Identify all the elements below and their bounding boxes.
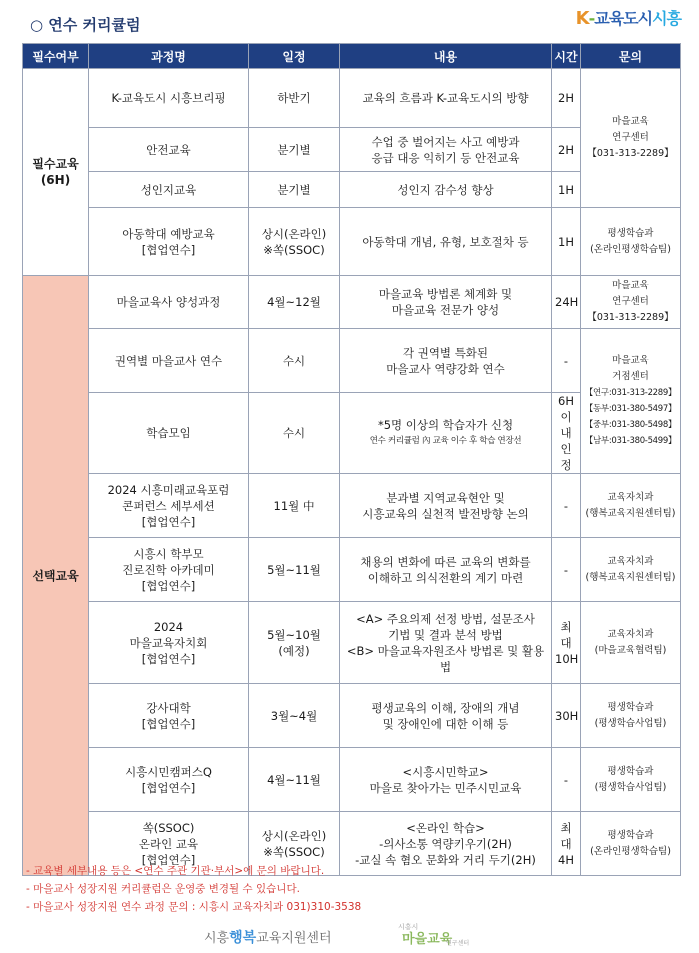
header-hours: 시간 — [552, 44, 581, 69]
course-name-line: [협업연수] — [141, 780, 196, 795]
table-row — [23, 748, 681, 812]
course-name — [89, 208, 249, 276]
course-content-line: 마을로 찾아가는 민주시민교육 — [369, 780, 522, 795]
course-name-line: 쏙(SSOC) — [142, 820, 195, 835]
course-hours-line: 최대 — [560, 820, 572, 851]
course-content-line: 이해하고 의식전환의 계기 마련 — [367, 570, 524, 585]
table-row — [23, 69, 681, 128]
table-row — [23, 208, 681, 276]
course-hours-line: 6H — [558, 394, 574, 408]
course-hours-line: 24H — [555, 295, 579, 309]
contact-line: 교육자치과 — [607, 628, 654, 640]
course-hours-line: 2H — [558, 142, 574, 157]
course-content-line: 마을교육 방법론 체계화 및 — [378, 287, 513, 301]
course-content — [340, 812, 552, 876]
curriculum-table — [22, 43, 681, 876]
course-content — [340, 474, 552, 538]
contact-line: (평생학습사업팀) — [594, 717, 667, 729]
course-name — [89, 748, 249, 812]
course-schedule — [249, 128, 340, 172]
course-schedule-line: 수시 — [282, 353, 306, 368]
footer-right-top: 시흥시 — [398, 923, 419, 931]
contact-autonomy-happy — [581, 474, 681, 538]
category-required-hours: (6H) — [40, 173, 71, 187]
course-content-line: 채용의 변화에 따른 교육의 변화를 — [360, 554, 531, 569]
contact-line: (행복교육지원센터팀) — [585, 571, 676, 583]
header-contact: 문의 — [581, 44, 681, 69]
course-content — [340, 538, 552, 602]
course-name — [89, 538, 249, 602]
course-content-line: 시흥교육의 실천적 발전방향 논의 — [362, 506, 529, 521]
course-schedule-line: 3월~4월 — [270, 708, 318, 723]
course-name — [89, 276, 249, 329]
course-content-line: 응급 대응 익히기 등 안전교육 — [371, 150, 520, 165]
course-name-line: 2024 — [153, 619, 184, 634]
course-content-note: 연수 커리큘럼 內 교육 이수 후 학습 연장선 — [369, 436, 522, 446]
header-schedule: 일정 — [249, 44, 340, 69]
contact-autonomy-village — [581, 602, 681, 684]
contact-village-research-center — [581, 69, 681, 208]
course-hours-line: 최대 — [560, 619, 572, 650]
course-name — [89, 128, 249, 172]
course-schedule-line: 5월~11월 — [267, 562, 321, 577]
course-content-line: -의사소통 역량키우기(2H) — [379, 836, 512, 851]
course-name-line: [협업연수] — [141, 514, 196, 529]
course-hours — [552, 748, 581, 812]
contact-line: 거점센터 — [612, 371, 649, 382]
course-name-line: 강사대학 — [146, 700, 191, 715]
contact-line: 평생학습과 — [607, 701, 654, 713]
course-content-line: <시흥시민학교> — [402, 764, 489, 779]
contact-lifelong-online — [581, 208, 681, 276]
course-schedule-line: 4월~11월 — [267, 772, 321, 787]
table-row — [23, 329, 681, 393]
course-name — [89, 329, 249, 393]
course-hours — [552, 172, 581, 208]
course-schedule-line: ※쏙(SSOC) — [263, 844, 325, 859]
contact-line: 평생학습과 — [607, 765, 654, 777]
course-hours-line: 10H — [555, 651, 579, 666]
course-content — [340, 208, 552, 276]
course-content-line: 기법 및 결과 분석 방법 — [388, 627, 503, 642]
course-schedule — [249, 538, 340, 602]
course-hours-line: - — [563, 498, 569, 513]
course-content — [340, 602, 552, 684]
course-hours-line: 인정 — [560, 442, 572, 472]
course-content-line: 아동학대 개념, 유형, 보호절차 등 — [362, 234, 529, 249]
contact-line: 연구센터 — [612, 132, 649, 143]
course-name — [89, 602, 249, 684]
header-content: 내용 — [340, 44, 552, 69]
logo-city: 시흥 — [652, 9, 681, 28]
category-elective — [23, 276, 89, 876]
course-schedule-line: 5월~10월 — [267, 627, 321, 642]
course-schedule-line: 4월~12월 — [267, 295, 321, 309]
logo-main: 교육도시 — [594, 9, 653, 28]
course-content — [340, 748, 552, 812]
category-elective-label: 선택교육 — [32, 568, 79, 583]
course-schedule-line: (예정) — [278, 643, 310, 658]
course-content — [340, 128, 552, 172]
contact-line: 마을교육 — [612, 355, 649, 366]
course-schedule — [249, 208, 340, 276]
course-content-line: 수업 중 벌어지는 사고 예방과 — [371, 134, 520, 149]
table-row — [23, 684, 681, 748]
course-schedule-line: 상시(온라인) — [261, 226, 327, 241]
siheung-happy-edu-center-logo — [204, 927, 332, 947]
course-hours — [552, 208, 581, 276]
course-hours — [552, 329, 581, 393]
contact-phone: 【동부:031-380-5497】 — [584, 404, 677, 414]
course-name-line: 권역별 마을교사 연수 — [114, 353, 223, 368]
logo-k: K — [575, 8, 589, 29]
course-schedule — [249, 684, 340, 748]
village-edu-research-center-logo — [394, 922, 484, 948]
course-schedule-line: 하반기 — [277, 91, 311, 105]
contact-autonomy-happy — [581, 538, 681, 602]
course-schedule-line: 분기별 — [277, 142, 311, 157]
course-hours — [552, 602, 581, 684]
contact-phone: 【남부:031-380-5499】 — [584, 436, 677, 446]
course-name — [89, 393, 249, 474]
course-content — [340, 172, 552, 208]
course-content — [340, 276, 552, 329]
course-content-line: *5명 이상의 학습자가 신청 — [377, 418, 514, 432]
table-row — [23, 538, 681, 602]
course-schedule — [249, 69, 340, 128]
header-course: 과정명 — [89, 44, 249, 69]
contact-phone: 【중부:031-380-5498】 — [584, 420, 677, 430]
category-required-label: 필수교육 — [32, 157, 79, 171]
course-name — [89, 172, 249, 208]
course-content-line: -교실 속 혐오 문화와 거리 두기(2H) — [355, 852, 536, 867]
course-hours-line: 2H — [558, 91, 574, 105]
course-content-line: 각 권역별 특화된 — [402, 345, 489, 360]
contact-line: 마을교육 — [612, 280, 649, 291]
header-required: 필수여부 — [23, 44, 89, 69]
course-name-line: [협업연수] — [141, 242, 196, 257]
course-hours-line: 1H — [558, 182, 574, 197]
course-content-line: 마을교사 역량강화 연수 — [386, 361, 505, 376]
contact-line: (온라인평생학습팀) — [590, 243, 671, 255]
notes — [26, 862, 361, 916]
course-content — [340, 393, 552, 474]
course-name-line: 시흥시 학부모 — [133, 546, 204, 561]
course-schedule — [249, 748, 340, 812]
table-row — [23, 474, 681, 538]
course-name-line: 마을교육사 양성과정 — [116, 295, 221, 309]
contact-line: 교육자치과 — [607, 555, 654, 567]
contact-line: 평생학습과 — [607, 829, 654, 841]
contact-line: 마을교육 — [612, 116, 649, 127]
course-schedule — [249, 276, 340, 329]
contact-lifelong-project — [581, 748, 681, 812]
course-name — [89, 474, 249, 538]
note-line: - 마을교사 성장지원 커리큘럼은 운영중 변경될 수 있습니다. — [26, 883, 300, 895]
course-schedule-line: 분기별 — [277, 182, 311, 197]
course-content-line: 마을교육 전문가 양성 — [391, 303, 500, 317]
course-hours — [552, 276, 581, 329]
course-hours — [552, 812, 581, 876]
course-content-line: <A> 주요의제 선정 방법, 설문조사 — [356, 611, 535, 626]
course-name-line: 성인지교육 — [140, 182, 197, 197]
course-hours-line: - — [563, 562, 569, 577]
course-content — [340, 684, 552, 748]
course-content — [340, 329, 552, 393]
course-name — [89, 684, 249, 748]
course-name-line: K-교육도시 시흥브리핑 — [111, 91, 226, 105]
course-hours-line: 4H — [558, 852, 574, 867]
course-name-line: [협업연수] — [141, 716, 196, 731]
course-name-line: 2024 시흥미래교육포럼 — [107, 482, 230, 497]
course-name-line: [협업연수] — [141, 578, 196, 593]
course-name-line: 아동학대 예방교육 — [122, 226, 215, 241]
course-name-line: 학습모임 — [146, 426, 191, 440]
footer-left-highlight: 행복 — [229, 930, 257, 946]
course-name-line: 마을교육자치회 — [129, 635, 208, 650]
course-schedule — [249, 474, 340, 538]
course-name-line: 진로진학 아카데미 — [122, 562, 215, 577]
table-row — [23, 602, 681, 684]
note-line: - 마을교사 성장지원 연수 과정 문의 : 시흥시 교육자치과 031)310-3538 — [26, 901, 362, 913]
table-header-row — [23, 44, 681, 69]
page-title: ○ 연수 커리큘럼 — [30, 16, 141, 34]
contact-line: 연구센터 — [612, 296, 649, 307]
contact-line: (행복교육지원센터팀) — [585, 507, 676, 519]
course-content — [340, 69, 552, 128]
course-name-line: 안전교육 — [146, 142, 191, 157]
contact-line: 평생학습과 — [607, 227, 654, 239]
footer-left-suffix: 교육지원센터 — [256, 931, 332, 946]
course-schedule-line: ※쏙(SSOC) — [263, 242, 325, 257]
contact-lifelong-project — [581, 684, 681, 748]
course-content-line: 교육의 흐름과 K-교육도시의 방향 — [362, 91, 529, 105]
course-hours-line: 30H — [555, 708, 579, 723]
contact-phone: 【031-313-2289】 — [587, 148, 674, 159]
k-edu-city-logo — [576, 6, 681, 29]
course-content-line: <B> 마을교육자원조사 방법론 및 활용법 — [346, 643, 545, 674]
course-schedule — [249, 393, 340, 474]
note-line: - 교육별 세부내용 등은 <연수 주관 기관·부서>에 문의 바랍니다. — [26, 865, 325, 877]
table-row — [23, 276, 681, 329]
footer-right-sub: 연구센터 — [446, 940, 470, 947]
contact-line: (평생학습사업팀) — [594, 781, 667, 793]
contact-line: (마을교육협력팀) — [594, 644, 667, 656]
course-content-line: 평생교육의 이해, 장애의 개념 — [371, 700, 520, 715]
course-hours-line: 이내 — [560, 410, 572, 440]
course-name-line: 콘퍼런스 세부세션 — [122, 498, 215, 513]
course-name — [89, 69, 249, 128]
course-content-line: 분과별 지역교육현안 및 — [386, 490, 505, 505]
course-schedule — [249, 602, 340, 684]
course-hours — [552, 538, 581, 602]
contact-line: (온라인평생학습팀) — [590, 845, 671, 857]
course-name-line: [협업연수] — [141, 651, 196, 666]
course-hours-line: 1H — [558, 234, 574, 249]
contact-village-hub-center — [581, 329, 681, 474]
course-schedule — [249, 329, 340, 393]
contact-phone: 【031-313-2289】 — [587, 312, 674, 323]
footer-right-main: 마을교육 — [402, 932, 453, 947]
course-hours — [552, 69, 581, 128]
course-hours-line: - — [563, 772, 569, 787]
course-content-line: 성인지 감수성 향상 — [397, 182, 494, 197]
course-name-line: 온라인 교육 — [138, 836, 199, 851]
course-name-line: 시흥시민캠퍼스Q — [125, 764, 212, 779]
contact-lifelong-online — [581, 812, 681, 876]
course-schedule — [249, 172, 340, 208]
contact-village-research-center — [581, 276, 681, 329]
contact-line: 교육자치과 — [607, 491, 654, 503]
course-hours — [552, 684, 581, 748]
contact-phone: 【연구:031-313-2289】 — [584, 388, 677, 398]
logo-dash: - — [588, 9, 595, 28]
course-hours — [552, 128, 581, 172]
course-hours — [552, 393, 581, 474]
footer-left-prefix: 시흥 — [204, 931, 230, 946]
category-required — [23, 69, 89, 276]
course-content-line: 및 장애인에 대한 이해 등 — [382, 716, 509, 731]
course-schedule-line: 수시 — [282, 426, 306, 440]
course-name-line: [협업연수] — [141, 852, 196, 867]
course-schedule-line: 상시(온라인) — [261, 828, 327, 843]
course-hours — [552, 474, 581, 538]
course-schedule-line: 11월 中 — [273, 498, 315, 513]
course-hours-line: - — [563, 353, 569, 368]
course-content-line: <온라인 학습> — [406, 820, 485, 835]
